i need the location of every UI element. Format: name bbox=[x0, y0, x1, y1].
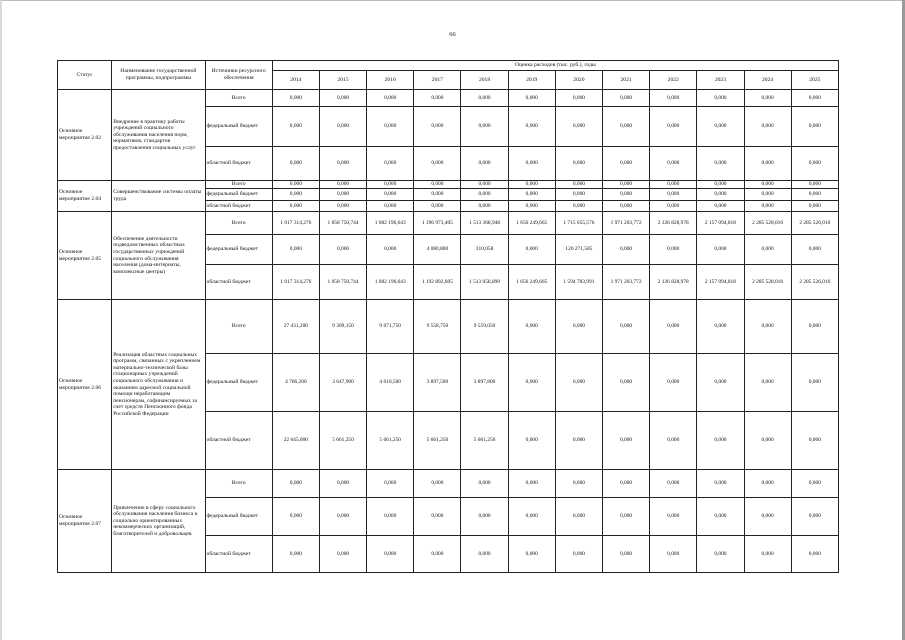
amount-cell: 0,000 bbox=[367, 147, 414, 181]
amount-cell: 0,000 bbox=[650, 107, 697, 147]
amount-cell: 0,000 bbox=[367, 107, 414, 147]
funding-source-cell: Всего bbox=[205, 470, 272, 498]
header-row-top bbox=[58, 61, 839, 71]
budget-table bbox=[57, 60, 839, 573]
amount-cell: 0,000 bbox=[319, 107, 366, 147]
amount-cell: 0,000 bbox=[414, 90, 461, 107]
amount-cell: 0,000 bbox=[602, 300, 649, 354]
header-year: 2020 bbox=[555, 71, 602, 90]
header-year: 2025 bbox=[791, 71, 838, 90]
amount-cell: 0,000 bbox=[697, 470, 744, 498]
amount-cell: 0,000 bbox=[367, 201, 414, 212]
status-cell: Основное мероприятие 2.04 bbox=[58, 181, 112, 212]
amount-cell: 0,000 bbox=[414, 498, 461, 536]
amount-cell: 0,000 bbox=[697, 201, 744, 212]
amount-cell: 0,000 bbox=[602, 536, 649, 573]
amount-cell: 0,000 bbox=[555, 201, 602, 212]
amount-cell: 0,000 bbox=[555, 498, 602, 536]
table-body bbox=[58, 90, 839, 573]
amount-cell: 0,000 bbox=[650, 235, 697, 265]
amount-cell: 1 656 249,665 bbox=[508, 265, 555, 300]
amount-cell: 0,000 bbox=[791, 189, 838, 201]
amount-cell: 1 971 203,772 bbox=[602, 212, 649, 235]
amount-cell: 0,000 bbox=[414, 201, 461, 212]
amount-cell: 0,000 bbox=[650, 470, 697, 498]
amount-cell: 0,000 bbox=[272, 201, 319, 212]
amount-cell: 0,000 bbox=[650, 90, 697, 107]
page-number: 66 bbox=[449, 31, 456, 38]
amount-cell: 0,000 bbox=[508, 189, 555, 201]
funding-source-cell: Всего bbox=[205, 90, 272, 107]
amount-cell: 0,000 bbox=[744, 536, 791, 573]
amount-cell: 0,000 bbox=[744, 181, 791, 189]
amount-cell: 2 126 828,978 bbox=[650, 212, 697, 235]
amount-cell: 0,000 bbox=[272, 470, 319, 498]
amount-cell: 0,000 bbox=[791, 235, 838, 265]
funding-source-cell: областной бюджет bbox=[205, 201, 272, 212]
amount-cell: 0,000 bbox=[461, 107, 508, 147]
amount-cell: 1 058 750,744 bbox=[319, 265, 366, 300]
header-status: Статус bbox=[58, 61, 112, 90]
amount-cell: 2 285 526,016 bbox=[791, 212, 838, 235]
amount-cell: 0,000 bbox=[508, 107, 555, 147]
amount-cell: 0,000 bbox=[697, 90, 744, 107]
amount-cell: 0,000 bbox=[461, 189, 508, 201]
amount-cell: 0,000 bbox=[791, 470, 838, 498]
amount-cell: 0,000 bbox=[744, 300, 791, 354]
amount-cell: 0,000 bbox=[791, 201, 838, 212]
amount-cell: 0,000 bbox=[744, 470, 791, 498]
amount-cell: 9 558,750 bbox=[414, 300, 461, 354]
amount-cell: 0,000 bbox=[602, 235, 649, 265]
amount-cell: 0,000 bbox=[602, 201, 649, 212]
amount-cell: 0,000 bbox=[555, 354, 602, 412]
amount-cell: 0,000 bbox=[650, 536, 697, 573]
table-row bbox=[58, 470, 839, 498]
amount-cell: 1 192 892,605 bbox=[414, 265, 461, 300]
amount-cell: 0,000 bbox=[791, 147, 838, 181]
amount-cell: 0,000 bbox=[555, 181, 602, 189]
header-year: 2021 bbox=[602, 71, 649, 90]
amount-cell: 9 309,150 bbox=[319, 300, 366, 354]
amount-cell: 0,000 bbox=[744, 147, 791, 181]
table-row bbox=[58, 212, 839, 235]
amount-cell: 0,000 bbox=[791, 181, 838, 189]
amount-cell: 0,000 bbox=[508, 536, 555, 573]
header-year: 2019 bbox=[508, 71, 555, 90]
funding-source-cell: федеральный бюджет bbox=[205, 498, 272, 536]
amount-cell: 1 513 368,948 bbox=[461, 212, 508, 235]
amount-cell: 0,000 bbox=[791, 90, 838, 107]
amount-cell: 0,000 bbox=[367, 189, 414, 201]
program-name-cell: Реализация областных социальных программ, связанных с укреплением материально-технической базы стационарных учреждений социального обслуживания и оказанием адресной социальной помощи неработающим пенсионерам, софинансируемых за счет средств Пенсионного фонда Российской Федерации bbox=[112, 300, 205, 470]
amount-cell: 0,000 bbox=[367, 235, 414, 265]
amount-cell: 0,000 bbox=[555, 189, 602, 201]
amount-cell: 0,000 bbox=[414, 536, 461, 573]
amount-cell: 4 010,500 bbox=[367, 354, 414, 412]
amount-cell: 0,000 bbox=[791, 498, 838, 536]
header-year: 2018 bbox=[461, 71, 508, 90]
funding-source-cell: областной бюджет bbox=[205, 536, 272, 573]
amount-cell: 0,000 bbox=[791, 107, 838, 147]
amount-cell: 0,000 bbox=[602, 470, 649, 498]
amount-cell: 0,000 bbox=[744, 90, 791, 107]
header-source: Источники ресурсного обеспечения bbox=[205, 61, 272, 90]
amount-cell: 0,000 bbox=[697, 235, 744, 265]
program-name-cell: Совершенствование системы оплаты труда bbox=[112, 181, 205, 212]
funding-source-cell: областной бюджет bbox=[205, 147, 272, 181]
scan-edge-top bbox=[0, 0, 905, 1]
amount-cell: 0,000 bbox=[508, 235, 555, 265]
amount-cell: 0,000 bbox=[602, 498, 649, 536]
amount-cell: 0,000 bbox=[319, 235, 366, 265]
funding-source-cell: федеральный бюджет bbox=[205, 107, 272, 147]
amount-cell: 3 647,900 bbox=[319, 354, 366, 412]
amount-cell: 0,000 bbox=[272, 498, 319, 536]
amount-cell: 0,000 bbox=[461, 536, 508, 573]
header-year: 2017 bbox=[414, 71, 461, 90]
amount-cell: 1 058 750,744 bbox=[319, 212, 366, 235]
amount-cell: 0,000 bbox=[319, 147, 366, 181]
status-cell: Основное мероприятие 2.06 bbox=[58, 300, 112, 470]
amount-cell: 0,000 bbox=[461, 181, 508, 189]
amount-cell: 0,000 bbox=[744, 107, 791, 147]
header-name: Наименование государственной программы, подпрограммы bbox=[112, 61, 205, 90]
amount-cell: 2 157 094,818 bbox=[697, 265, 744, 300]
amount-cell: 1 513 058,890 bbox=[461, 265, 508, 300]
amount-cell: 0,000 bbox=[650, 147, 697, 181]
scan-edge-left bbox=[0, 0, 2, 640]
header-year: 2024 bbox=[744, 71, 791, 90]
amount-cell: 0,000 bbox=[602, 412, 649, 470]
amount-cell: 0,000 bbox=[367, 536, 414, 573]
table-row bbox=[58, 181, 839, 189]
amount-cell: 0,000 bbox=[508, 354, 555, 412]
amount-cell: 22 645,000 bbox=[272, 412, 319, 470]
amount-cell: 0,000 bbox=[791, 354, 838, 412]
amount-cell: 0,000 bbox=[602, 354, 649, 412]
program-name-cell: Привлечение в сферу социального обслуживания населения бизнеса и социально ориентированных некоммерческих организаций, благотворителей и добровольцев bbox=[112, 470, 205, 573]
amount-cell: 310,058 bbox=[461, 235, 508, 265]
amount-cell: 1 656 249,665 bbox=[508, 212, 555, 235]
amount-cell: 0,000 bbox=[555, 536, 602, 573]
amount-cell: 0,000 bbox=[367, 498, 414, 536]
funding-source-cell: Всего bbox=[205, 300, 272, 354]
amount-cell: 0,000 bbox=[602, 189, 649, 201]
amount-cell: 0,000 bbox=[555, 147, 602, 181]
amount-cell: 0,000 bbox=[697, 498, 744, 536]
amount-cell: 0,000 bbox=[461, 470, 508, 498]
amount-cell: 2 126 828,978 bbox=[650, 265, 697, 300]
amount-cell: 0,000 bbox=[414, 189, 461, 201]
funding-source-cell: областной бюджет bbox=[205, 265, 272, 300]
program-name-cell: Внедрение в практику работы учреждений социального обслуживания населения норм, нормативов, стандартов предоставления социальных услуг bbox=[112, 90, 205, 181]
amount-cell: 0,000 bbox=[508, 201, 555, 212]
amount-cell: 0,000 bbox=[744, 189, 791, 201]
amount-cell: 0,000 bbox=[555, 300, 602, 354]
amount-cell: 0,000 bbox=[650, 300, 697, 354]
amount-cell: 0,000 bbox=[272, 181, 319, 189]
funding-source-cell: федеральный бюджет bbox=[205, 354, 272, 412]
amount-cell: 0,000 bbox=[414, 107, 461, 147]
amount-cell: 2 157 094,818 bbox=[697, 212, 744, 235]
header-estimate: Оценка расходов (тыс. руб.), годы bbox=[272, 61, 838, 71]
amount-cell: 0,000 bbox=[697, 107, 744, 147]
amount-cell: 2 285 526,016 bbox=[791, 265, 838, 300]
amount-cell: 0,000 bbox=[414, 470, 461, 498]
amount-cell: 1 082 196,643 bbox=[367, 212, 414, 235]
header-year: 2022 bbox=[650, 71, 697, 90]
amount-cell: 0,000 bbox=[697, 181, 744, 189]
amount-cell: 5 661,250 bbox=[319, 412, 366, 470]
amount-cell: 0,000 bbox=[508, 498, 555, 536]
funding-source-cell: Всего bbox=[205, 212, 272, 235]
amount-cell: 0,000 bbox=[650, 354, 697, 412]
amount-cell: 0,000 bbox=[272, 189, 319, 201]
amount-cell: 9 671,750 bbox=[367, 300, 414, 354]
amount-cell: 1 715 055,576 bbox=[555, 212, 602, 235]
funding-source-cell: федеральный бюджет bbox=[205, 235, 272, 265]
amount-cell: 9 559,050 bbox=[461, 300, 508, 354]
header-year: 2014 bbox=[272, 71, 319, 90]
amount-cell: 0,000 bbox=[744, 235, 791, 265]
amount-cell: 0,000 bbox=[791, 412, 838, 470]
amount-cell: 0,000 bbox=[791, 300, 838, 354]
status-cell: Основное мероприятие 2.02 bbox=[58, 90, 112, 181]
amount-cell: 2 285 528,016 bbox=[744, 212, 791, 235]
amount-cell: 1 971 203,772 bbox=[602, 265, 649, 300]
amount-cell: 5 661,250 bbox=[414, 412, 461, 470]
amount-cell: 0,000 bbox=[508, 147, 555, 181]
amount-cell: 0,000 bbox=[555, 107, 602, 147]
amount-cell: 0,000 bbox=[319, 90, 366, 107]
amount-cell: 0,000 bbox=[319, 536, 366, 573]
amount-cell: 0,000 bbox=[272, 147, 319, 181]
amount-cell: 0,000 bbox=[697, 189, 744, 201]
amount-cell: 0,000 bbox=[367, 90, 414, 107]
amount-cell: 0,000 bbox=[319, 201, 366, 212]
amount-cell: 0,000 bbox=[508, 181, 555, 189]
amount-cell: 0,000 bbox=[461, 90, 508, 107]
amount-cell: 0,000 bbox=[744, 354, 791, 412]
amount-cell: 0,000 bbox=[461, 147, 508, 181]
amount-cell: 1 594 783,991 bbox=[555, 265, 602, 300]
amount-cell: 0,000 bbox=[650, 189, 697, 201]
table-row bbox=[58, 90, 839, 107]
amount-cell: 2 285 528,016 bbox=[744, 265, 791, 300]
funding-source-cell: областной бюджет bbox=[205, 412, 272, 470]
amount-cell: 4 786,200 bbox=[272, 354, 319, 412]
amount-cell: 0,000 bbox=[697, 354, 744, 412]
amount-cell: 0,000 bbox=[319, 498, 366, 536]
amount-cell: 0,000 bbox=[602, 107, 649, 147]
amount-cell: 5 661,250 bbox=[367, 412, 414, 470]
amount-cell: 0,000 bbox=[602, 90, 649, 107]
amount-cell: 0,000 bbox=[744, 498, 791, 536]
amount-cell: 0,000 bbox=[508, 300, 555, 354]
amount-cell: 0,000 bbox=[272, 536, 319, 573]
amount-cell: 0,000 bbox=[791, 536, 838, 573]
header-year: 2016 bbox=[367, 71, 414, 90]
status-cell: Основное мероприятие 2.07 bbox=[58, 470, 112, 573]
amount-cell: 0,000 bbox=[319, 470, 366, 498]
amount-cell: 0,000 bbox=[508, 470, 555, 498]
amount-cell: 1 082 196,643 bbox=[367, 265, 414, 300]
amount-cell: 0,000 bbox=[367, 470, 414, 498]
amount-cell: 0,000 bbox=[555, 412, 602, 470]
amount-cell: 0,000 bbox=[508, 90, 555, 107]
amount-cell: 0,000 bbox=[319, 181, 366, 189]
amount-cell: 0,000 bbox=[697, 300, 744, 354]
funding-source-cell: федеральный бюджет bbox=[205, 189, 272, 201]
amount-cell: 0,000 bbox=[697, 536, 744, 573]
amount-cell: 0,000 bbox=[602, 147, 649, 181]
amount-cell: 0,000 bbox=[461, 201, 508, 212]
amount-cell: 0,000 bbox=[272, 90, 319, 107]
amount-cell: 0,000 bbox=[319, 189, 366, 201]
amount-cell: 3 897,500 bbox=[414, 354, 461, 412]
amount-cell: 0,000 bbox=[555, 90, 602, 107]
amount-cell: 120 271,585 bbox=[555, 235, 602, 265]
amount-cell: 0,000 bbox=[650, 412, 697, 470]
header-year: 2023 bbox=[697, 71, 744, 90]
funding-source-cell: Всего bbox=[205, 181, 272, 189]
amount-cell: 0,000 bbox=[650, 498, 697, 536]
amount-cell: 0,000 bbox=[461, 498, 508, 536]
amount-cell: 1 017 314,276 bbox=[272, 265, 319, 300]
amount-cell: 5 661,250 bbox=[461, 412, 508, 470]
amount-cell: 0,000 bbox=[367, 181, 414, 189]
amount-cell: 0,000 bbox=[414, 147, 461, 181]
amount-cell: 0,000 bbox=[650, 201, 697, 212]
amount-cell: 4 080,800 bbox=[414, 235, 461, 265]
status-cell: Основное мероприятие 2.05 bbox=[58, 212, 112, 300]
amount-cell: 0,000 bbox=[697, 412, 744, 470]
amount-cell: 0,000 bbox=[744, 201, 791, 212]
program-name-cell: Обеспечение деятельности подведомственных областных государственных учреждений социального обслуживания населения (дома-интернаты, комплексные центры) bbox=[112, 212, 205, 300]
amount-cell: 0,000 bbox=[414, 181, 461, 189]
amount-cell: 0,000 bbox=[555, 470, 602, 498]
amount-cell: 3 897,800 bbox=[461, 354, 508, 412]
amount-cell: 0,000 bbox=[744, 412, 791, 470]
table-row bbox=[58, 300, 839, 354]
amount-cell: 0,000 bbox=[508, 412, 555, 470]
amount-cell: 0,000 bbox=[602, 181, 649, 189]
amount-cell: 0,000 bbox=[272, 235, 319, 265]
header-year: 2015 bbox=[319, 71, 366, 90]
amount-cell: 1 196 973,405 bbox=[414, 212, 461, 235]
amount-cell: 0,000 bbox=[650, 181, 697, 189]
amount-cell: 27 431,200 bbox=[272, 300, 319, 354]
amount-cell: 0,000 bbox=[272, 107, 319, 147]
amount-cell: 1 017 314,276 bbox=[272, 212, 319, 235]
amount-cell: 0,000 bbox=[697, 147, 744, 181]
